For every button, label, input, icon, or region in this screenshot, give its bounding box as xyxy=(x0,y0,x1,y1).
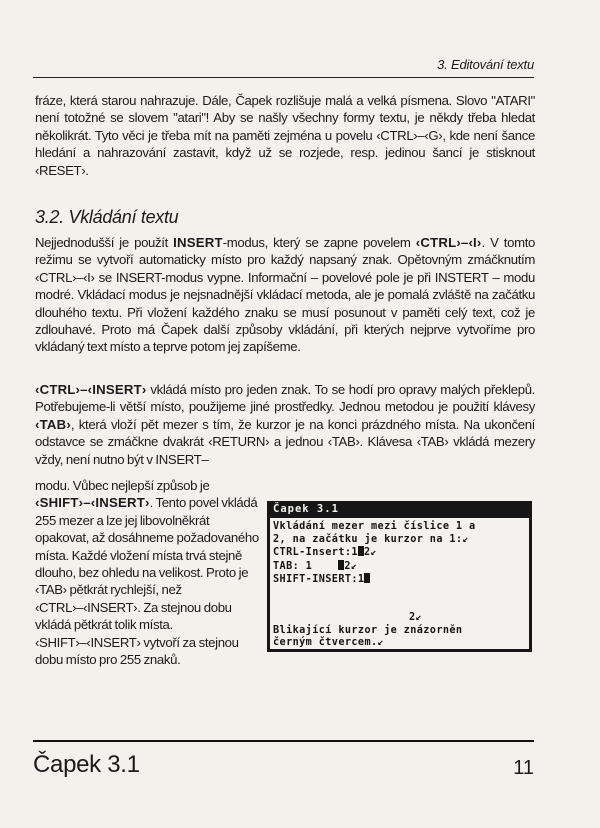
screen-line-4-b: 2↙ xyxy=(344,560,358,572)
p4-text-2: . Tento povel vkládá 255 mezer a lze jej libovolněkrát opakovat, až dosáhneme požadovaného místa. Každé vložení místa trvá stejně dlouho, bez ohledu na velikost. Proto je ‹TAB› pětkrát rychlejší, než ‹CTRL›–‹INSERT›. Za stejnou dobu vkládá pětkrát tolik místa. ‹SHIFT›–‹INSERT› vytvoří za stejnou dobu místo pro 255 znaků. xyxy=(35,495,259,668)
footer-title: Čapek 3.1 xyxy=(33,751,140,778)
key-tab: ‹TAB› xyxy=(35,416,71,432)
paragraph-insert-mode xyxy=(35,234,535,356)
screen-line-7: Blikající kurzor je znázorněn xyxy=(273,624,463,636)
key-ctrl-i: ‹CTRL›–‹I› xyxy=(415,235,482,250)
screen-text-area xyxy=(270,518,529,649)
p3-text-2: , která vloží pět mezer s tím, že kurzor je na konci prázdného místa. Na ukončení odstavce se zmáčkne dvakrát ‹RETURN› a jednou ‹TAB›. Klávesa ‹TAB› vkládá mezery vždy, není nutno být v INSERT– xyxy=(35,416,535,467)
p4-text-1: modu. Vůbec nejlepší způsob je xyxy=(35,478,210,493)
key-ctrl-insert: ‹CTRL›–‹INSERT› xyxy=(35,382,147,397)
paragraph-shift-insert xyxy=(35,477,261,668)
key-insert: INSERT xyxy=(173,235,223,250)
footer-divider xyxy=(33,740,534,742)
screen-line-3-a: CTRL-Insert:1 xyxy=(273,547,358,559)
screen-line-6: 2↙ xyxy=(409,612,423,624)
screen-line-3 xyxy=(273,546,526,560)
screen-line-4-a: TAB: 1 xyxy=(273,560,339,572)
screen-line-5 xyxy=(273,573,526,587)
header-divider xyxy=(33,77,534,78)
paragraph-search-replace: fráze, která starou nahrazuje. Dále, Čapek rozlišuje malá a velká písmena. Slovo "ATARI" není totožné se slovem "atari"! Aby se našly všechny formy textu, je někdy třeba hledat několikrát. Tyto věci je třeba mít na paměti zejména u povelu ‹CTRL›–‹G›, kde není šance hledání a nahrazování zastavit, když už se rozjede, resp. jedinou šancí je stisknout ‹RESET›. xyxy=(35,93,535,178)
editor-screen-figure xyxy=(267,501,532,652)
section-heading: 3.2. Vkládání textu xyxy=(35,207,179,227)
screen-line-1: Vkládání mezer mezi číslice 1 a xyxy=(273,521,476,532)
p2-text-3: . V tomto režimu se vytvoří automaticky místo pro každý napsaný znak. Opětovným zmáčknutím ‹CTRL›–‹I› se INSERT-modus vypne. Informační – povelové pole je při INSTERT – modu modré. Vkládací modus je nejsnadnější vkládací metoda, ale je pomalá zvláště na začátku dlouhého textu. Při vložení každého znaku se musí posunout v paměti celý text, což je zdlouhavé. Proto má Čapek další způsoby vkládání, při kterých nejprve vytvoříme pro vkládaný text místo a teprve potom jej zapíšeme. xyxy=(35,235,536,355)
paragraph-ctrl-insert xyxy=(35,381,535,468)
key-shift-insert: ‹SHIFT›–‹INSERT› xyxy=(35,495,150,511)
screen-line-8: černým čtvercem.↙ xyxy=(273,637,385,649)
screen-line-2: 2, na začátku je kurzor na 1:↙ xyxy=(273,533,470,545)
cursor-block-icon xyxy=(364,573,370,583)
screen-title: Čapek 3.1 xyxy=(273,503,339,515)
p3-text-1: vkládá místo pro jeden znak. To se hodí pro opravy malých překlepů. Potřebujeme-li větší místo, použijeme jiné prostředky. Jednou metodou je použití klávesy xyxy=(35,382,535,415)
p2-text-1: Nejjednodušší je použít xyxy=(35,235,174,250)
screen-line-4 xyxy=(273,560,526,574)
screen-line-5-a: SHIFT-INSERT:1 xyxy=(273,574,365,586)
running-header: 3. Editování textu xyxy=(437,57,534,72)
p2-text-2: -modus, který se zapne povelem xyxy=(222,235,416,250)
screen-line-3-b: 2↙ xyxy=(363,547,378,559)
page-number: 11 xyxy=(513,757,534,779)
